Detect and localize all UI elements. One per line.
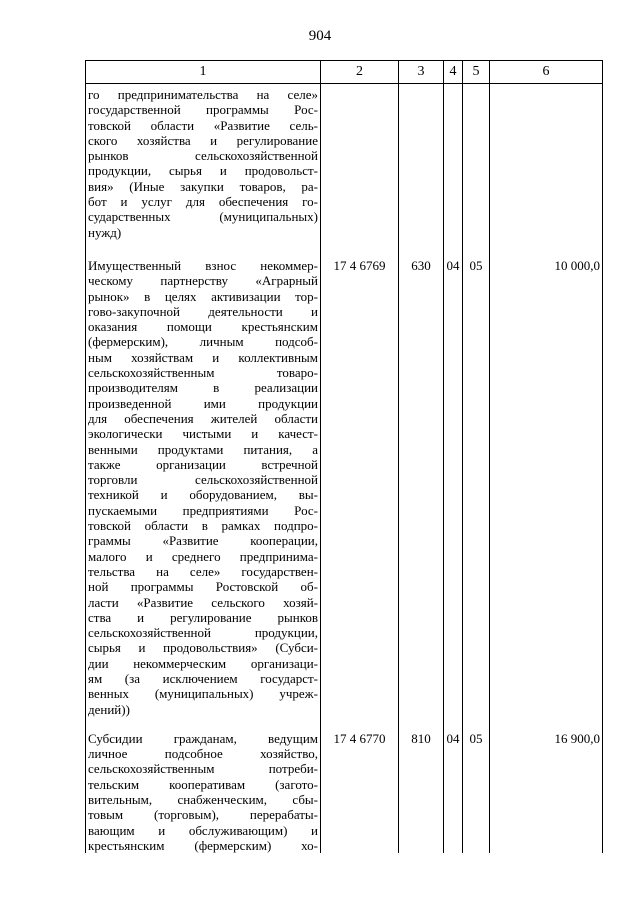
table-row — [86, 258, 603, 731]
text-line: товской области «Развитие сель- — [88, 117, 318, 133]
text-line: тельства на селе» государствен- — [88, 563, 318, 579]
text-line: венными продуктами питания, а — [88, 441, 318, 457]
section-code: 04 — [444, 731, 463, 853]
target-article-code: 17 4 6769 — [321, 258, 399, 731]
subsection-code: 05 — [463, 731, 490, 853]
target-article-code: 17 4 6770 — [321, 731, 399, 853]
text-line: ческому партнерству «Аграрный — [88, 273, 318, 289]
text-line: малого и среднего предпринима- — [88, 548, 318, 564]
text-line: сельскохозяйственным потреби- — [88, 761, 318, 777]
text-line: производителям в реализации — [88, 380, 318, 396]
text-line: продукции, сырья и продовольст- — [88, 163, 318, 179]
text-line: го предпринимательства на селе» — [88, 87, 318, 102]
target-article-code — [321, 84, 399, 258]
text-line: сельскохозяйственным товаро- — [88, 365, 318, 381]
text-line: венных (муниципальных) учреж- — [88, 686, 318, 702]
text-line: ям (за исключением государст- — [88, 670, 318, 686]
text-line: дений)) — [88, 701, 130, 717]
table-row — [86, 84, 603, 258]
subsection-code: 05 — [463, 258, 490, 731]
text-line: Имущественный взнос некоммер- — [88, 257, 318, 273]
text-line: произведенной ими продукции — [88, 395, 318, 411]
text-line: вительным, снабженческим, сбы- — [88, 792, 318, 808]
text-line: торговли сельскохозяйственной — [88, 472, 318, 488]
text-line: гово-закупочной деятельности и — [88, 303, 318, 319]
page-number: 904 — [308, 28, 332, 44]
text-line: товской области в рамках подпро- — [88, 518, 318, 534]
text-line: техникой и оборудованием, вы- — [88, 487, 318, 503]
text-line: дии некоммерческим организаци- — [88, 655, 318, 671]
section-code — [444, 84, 463, 258]
text-line: ского хозяйства и регулирование — [88, 132, 318, 148]
text-line: ства и регулирование рынков — [88, 609, 318, 625]
text-line: экологически чистыми и качест- — [88, 426, 318, 442]
text-line: государственной программы Рос- — [88, 102, 318, 118]
amount-value — [490, 84, 603, 258]
text-line: товым (торговым), перерабаты- — [88, 807, 318, 823]
expense-type-code: 810 — [399, 731, 444, 853]
text-line: нужд) — [88, 224, 122, 240]
header-col-1: 1 — [86, 61, 321, 84]
text-line: крестьянским (фермерским) хо- — [88, 837, 318, 853]
header-col-5: 5 — [463, 61, 490, 84]
text-line: ласти «Развитие сельского хозяй- — [88, 594, 318, 610]
row-description — [86, 84, 321, 258]
text-line: сударственных (муниципальных) — [88, 209, 318, 225]
text-line: сельскохозяйственной продукции, — [88, 625, 318, 641]
text-line: сырья и продовольствия» (Субси- — [88, 640, 318, 656]
text-line: ным хозяйствам и коллективным — [88, 349, 318, 365]
text-line: Субсидии гражданам, ведущим — [88, 730, 318, 746]
text-line: граммы «Развитие кооперации, — [88, 533, 318, 549]
text-line: пускаемыми предприятиями Рос- — [88, 502, 318, 518]
text-line: также организации встречной — [88, 456, 318, 472]
text-line: ной программы Ростовской об- — [88, 579, 318, 595]
text-line: вающим и обслуживающим) и — [88, 822, 318, 838]
table-header-row — [86, 61, 603, 84]
text-line: бот и услуг для обеспечения го- — [88, 194, 318, 210]
row-description — [86, 731, 321, 853]
header-col-4: 4 — [444, 61, 463, 84]
text-line: вия» (Иные закупки товаров, ра- — [88, 178, 318, 194]
header-col-2: 2 — [321, 61, 399, 84]
header-col-3: 3 — [399, 61, 444, 84]
amount-value: 10 000,0 — [490, 258, 603, 731]
subsection-code — [463, 84, 490, 258]
text-line: личное подсобное хозяйство, — [88, 746, 318, 762]
text-line: тельским кооперативам (загото- — [88, 776, 318, 792]
table-row — [86, 731, 603, 853]
budget-table — [85, 60, 603, 853]
text-line: рынков сельскохозяйственной — [88, 148, 318, 164]
text-line: рынок» в целях активизации тор- — [88, 288, 318, 304]
text-line: (фермерским), личным подсоб- — [88, 334, 318, 350]
header-col-6: 6 — [490, 61, 603, 84]
expense-type-code — [399, 84, 444, 258]
row-description — [86, 258, 321, 731]
text-line: для обеспечения жителей области — [88, 410, 318, 426]
expense-type-code: 630 — [399, 258, 444, 731]
amount-value: 16 900,0 — [490, 731, 603, 853]
text-line: оказания помощи крестьянским — [88, 319, 318, 335]
section-code: 04 — [444, 258, 463, 731]
